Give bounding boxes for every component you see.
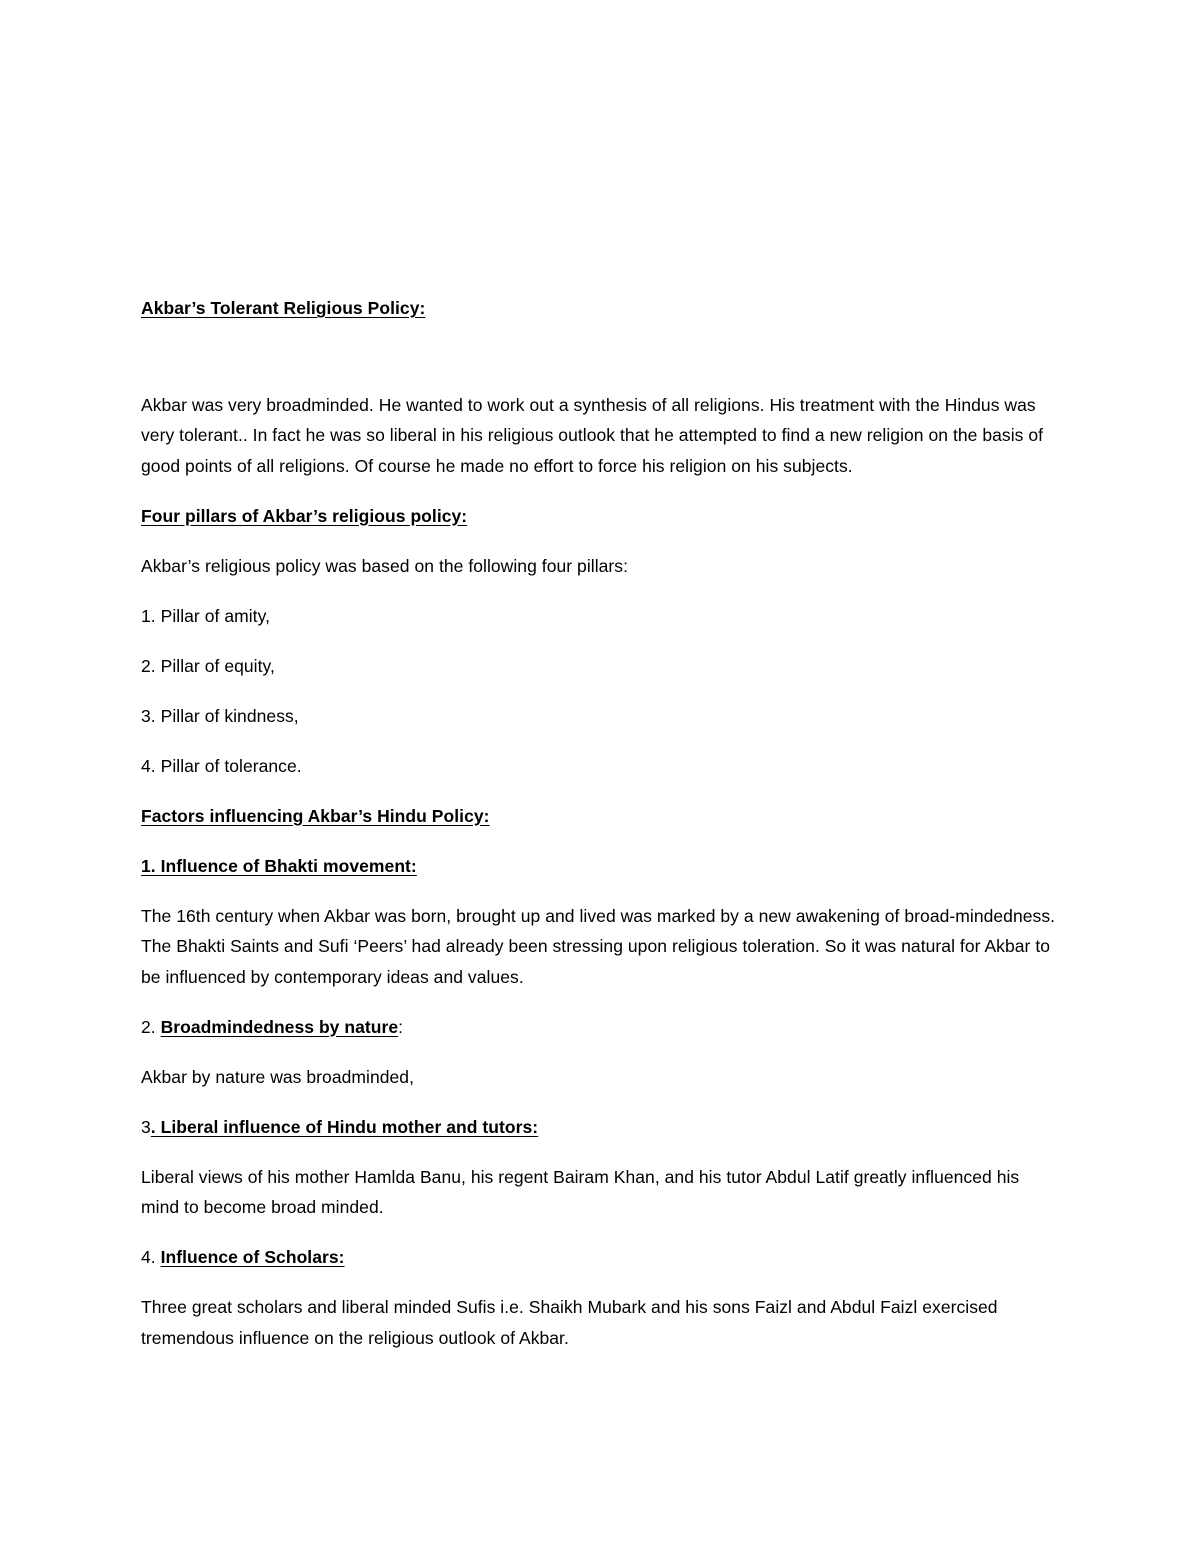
- document-title: Akbar’s Tolerant Religious Policy:: [141, 298, 426, 318]
- factor-3-number: 3: [141, 1116, 151, 1137]
- factor-2-body: Akbar by nature was broadminded,: [141, 1066, 415, 1087]
- factor-3-heading-line: [141, 1112, 1061, 1143]
- factor-1-heading: 1. Influence of Bhakti movement:: [141, 855, 417, 876]
- factor-4-number: 4.: [141, 1247, 161, 1267]
- pillar-item: 4. Pillar of tolerance.: [141, 755, 302, 776]
- factor-2-heading-line: [141, 1012, 1061, 1043]
- factor-2-suffix: :: [398, 1016, 404, 1037]
- factor-1-body: The 16th century when Akbar was born, brought up and lived was marked by a new awakening of broad-mindedness. The Bhakti Saints and Sufi ‘Peers’ had already been stressing upon religious toleration. So it was natural for Akbar to be influenced by contemporary ideas and values.: [141, 905, 1056, 987]
- factor-2-number: 2.: [141, 1016, 161, 1037]
- pillar-item: 3. Pillar of kindness,: [141, 705, 299, 726]
- factor-4-body: Three great scholars and liberal minded Sufis i.e. Shaikh Mubark and his sons Faizl and Abdul Faizl exercised tremendous influence on the religious outlook of Akbar.: [141, 1297, 998, 1348]
- factor-3-heading: . Liberal influence of Hindu mother and tutors:: [150, 1116, 539, 1137]
- factor-4-heading-line: [141, 1242, 1061, 1273]
- pillars-lead: Akbar’s religious policy was based on the following four pillars:: [141, 555, 629, 576]
- factors-heading: Factors influencing Akbar’s Hindu Policy:: [141, 805, 490, 826]
- factor-3-body: Liberal views of his mother Hamlda Banu, his regent Bairam Khan, and his tutor Abdul Latif greatly influenced his mind to become broad minded.: [141, 1166, 1020, 1217]
- document-body: [141, 293, 1061, 1353]
- intro-paragraph: Akbar was very broadminded. He wanted to work out a synthesis of all religions. His treatment with the Hindus was very tolerant.. In fact he was so liberal in his religious outlook that he attempted to find a new religion on the basis of good points of all religions. Of course he made no effort to force his religion on his subjects.: [141, 394, 1044, 476]
- pillar-item: 1. Pillar of amity,: [141, 605, 270, 626]
- factor-4-heading: Influence of Scholars:: [160, 1247, 345, 1267]
- pillars-heading: Four pillars of Akbar’s religious policy:: [141, 505, 468, 526]
- factor-2-heading: Broadmindedness by nature: [160, 1016, 399, 1037]
- pillar-item: 2. Pillar of equity,: [141, 655, 275, 676]
